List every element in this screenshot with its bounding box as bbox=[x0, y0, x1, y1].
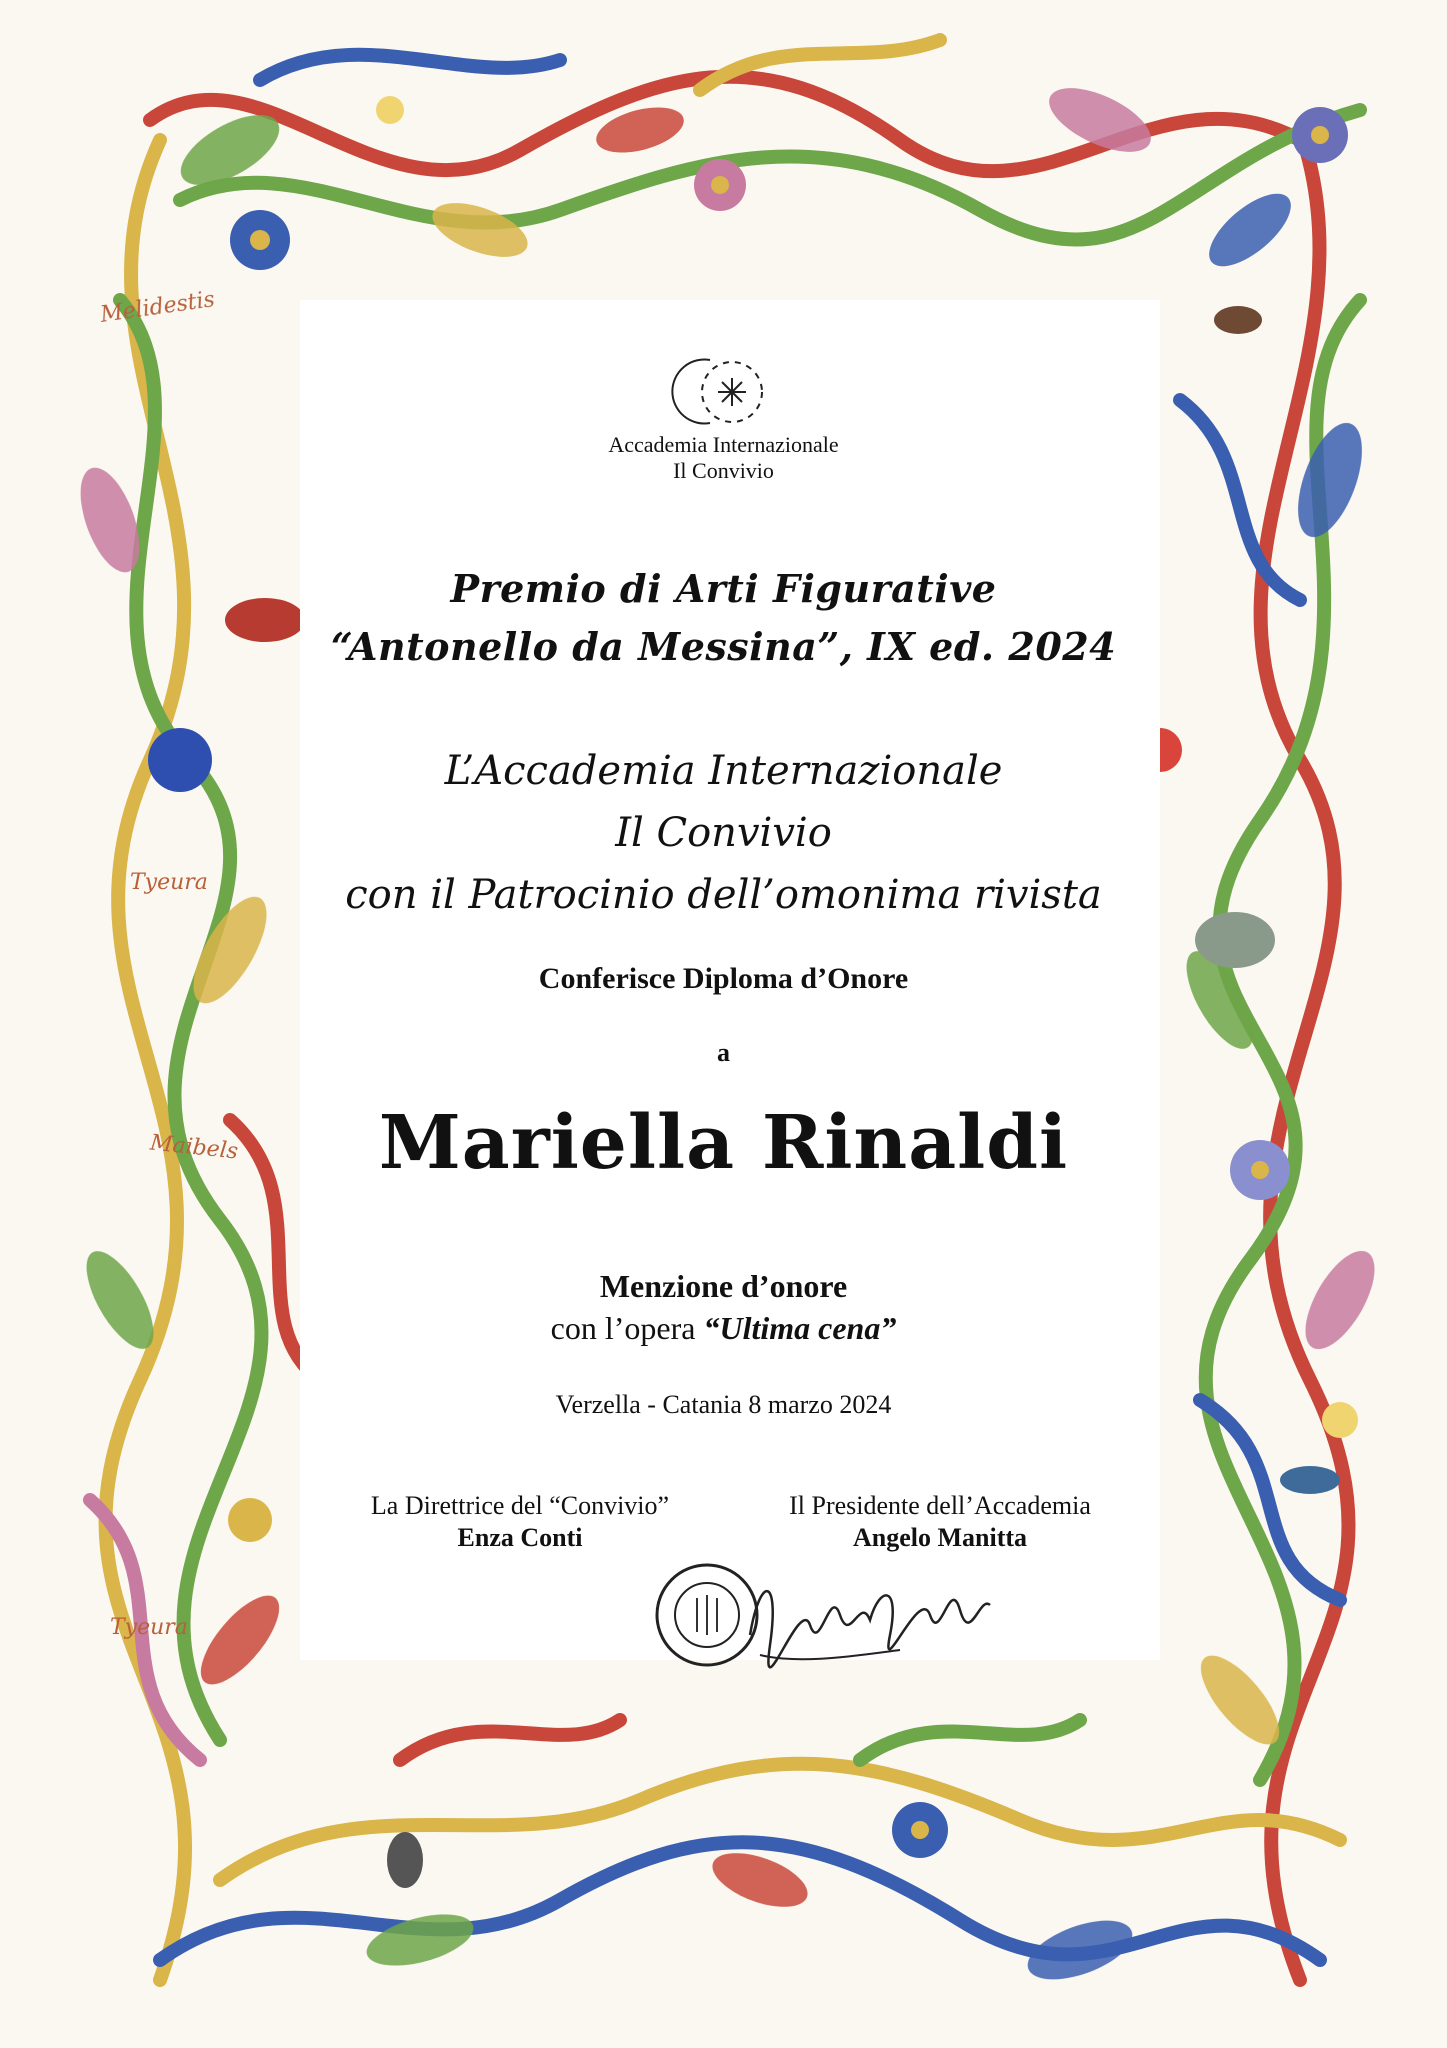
border-label-3: Maibels bbox=[148, 1130, 240, 1165]
work-title: “Ultima cena” bbox=[703, 1310, 897, 1346]
award-line-2: “Antonello da Messina”, IX ed. 2024 bbox=[330, 624, 1117, 669]
academy-logo bbox=[670, 345, 780, 435]
presenter-line-1: L’Accademia Internazionale bbox=[444, 748, 1003, 794]
organization-line-2: Il Convivio bbox=[673, 458, 774, 483]
border-label-4: Tyeura bbox=[110, 1615, 188, 1640]
preposition-text: a bbox=[717, 1038, 730, 1067]
handwritten-signature bbox=[740, 1555, 1000, 1675]
organization-name bbox=[0, 432, 1447, 484]
presenter-line-2: Il Convivio bbox=[615, 810, 832, 856]
signatory-left bbox=[330, 1490, 710, 1554]
confers-diploma-text: Conferisce Diploma d’Onore bbox=[538, 962, 909, 995]
signatory-left-name: Enza Conti bbox=[457, 1523, 583, 1552]
organization-line-1: Accademia Internazionale bbox=[608, 432, 839, 457]
signatory-right-name: Angelo Manitta bbox=[852, 1523, 1028, 1552]
distinction-text: Menzione d’onore bbox=[599, 1268, 848, 1304]
presenter-line-3: con il Patrocinio dell’omonima rivista bbox=[345, 872, 1102, 918]
signatory-right-role: Il Presidente dell’Accademia bbox=[789, 1491, 1091, 1520]
signatory-right bbox=[760, 1490, 1120, 1554]
work-prefix: con l’opera bbox=[550, 1310, 704, 1346]
presenter-text bbox=[0, 740, 1447, 926]
award-title bbox=[0, 560, 1447, 676]
award-line-1: Premio di Arti Figurative bbox=[450, 566, 997, 611]
place-date: Verzella - Catania 8 marzo 2024 bbox=[555, 1390, 892, 1419]
recipient-name: Mariella Rinaldi bbox=[378, 1100, 1069, 1186]
border-label-2: Tyeura bbox=[130, 870, 208, 895]
border-label-1: Melidestis bbox=[98, 287, 217, 328]
signatory-left-role: La Direttrice del “Convivio” bbox=[370, 1491, 670, 1520]
work-line bbox=[0, 1310, 1447, 1347]
